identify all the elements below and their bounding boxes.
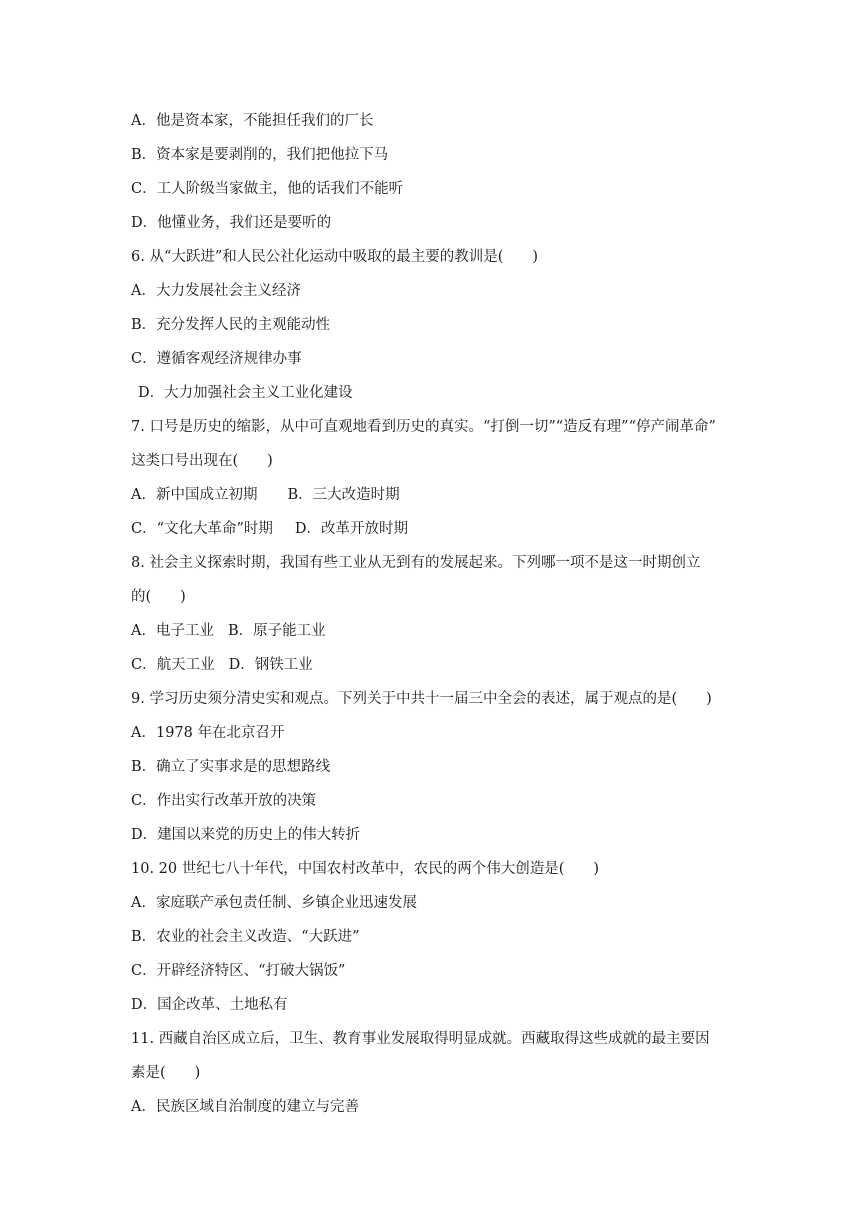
- q9-stem: 9. 学习历史须分清史实和观点。下列关于中共十一届三中全会的表述，属于观点的是( ): [131, 691, 712, 707]
- q6-option-a: A．大力发展社会主义经济: [131, 283, 301, 299]
- q8-options-row2: [131, 655, 313, 675]
- q7-stem-line1: 7. 口号是历史的缩影，从中可直观地看到历史的真实。“打倒一切”“造反有理”“停产闹革命”: [131, 419, 716, 435]
- q6-option-d: D．大力加强社会主义工业化建设: [138, 385, 353, 401]
- q7-stem-line2: 这类口号出现在( ): [131, 453, 273, 469]
- q10-option-b: B．农业的社会主义改造、“大跃进”: [131, 929, 360, 945]
- q8-option-d: D．钢铁工业: [228, 657, 313, 673]
- q6-option-c: C．遵循客观经济规律办事: [131, 351, 302, 367]
- q5-option-a: A．他是资本家，不能担任我们的厂长: [131, 113, 374, 129]
- q10-option-d: D．国企改革、土地私有: [131, 997, 288, 1013]
- q7-option-d: D．改革开放时期: [294, 521, 409, 537]
- q6-stem: 6. 从“大跃进”和人民公社化运动中吸取的最主要的教训是( ): [131, 249, 539, 265]
- q8-option-b: B．原子能工业: [227, 623, 326, 639]
- q7-option-b: B．三大改造时期: [287, 487, 400, 503]
- q9-option-c: C．作出实行改革开放的决策: [131, 793, 317, 809]
- q5-option-c: C．工人阶级当家做主，他的话我们不能听: [131, 181, 404, 197]
- q8-stem-line1: 8. 社会主义探索时期，我国有些工业从无到有的发展起来。下列哪一项不是这一时期创立: [131, 555, 701, 571]
- q7-options-row1: [131, 485, 400, 505]
- q6-option-b: B．充分发挥人民的主观能动性: [131, 317, 331, 333]
- q9-option-a: A．1978 年在北京召开: [131, 725, 285, 741]
- q5-option-b: B．资本家是要剥削的，我们把他拉下马: [131, 147, 389, 163]
- q7-options-row2: [131, 519, 408, 539]
- q7-option-c: C．“文化大革命”时期: [131, 521, 273, 537]
- q9-option-b: B．确立了实事求是的思想路线: [131, 759, 331, 775]
- q11-stem-line2: 素是( ): [131, 1065, 201, 1081]
- q10-option-c: C．开辟经济特区、“打破大锅饭”: [131, 963, 346, 979]
- q7-option-a: A．新中国成立初期: [131, 487, 258, 503]
- q5-option-d: D．他懂业务，我们还是要听的: [131, 215, 332, 231]
- q8-option-c: C．航天工业: [131, 657, 215, 673]
- q10-option-a: A．家庭联产承包责任制、乡镇企业迅速发展: [131, 895, 417, 911]
- q9-option-d: D．建国以来党的历史上的伟大转折: [131, 827, 361, 843]
- q8-options-row1: [131, 621, 326, 641]
- q8-option-a: A．电子工业: [131, 623, 214, 639]
- q8-stem-line2: 的( ): [131, 589, 186, 605]
- q10-stem: 10. 20 世纪七八十年代，中国农村改革中，农民的两个伟大创造是( ): [131, 861, 600, 877]
- q11-stem-line1: 11. 西藏自治区成立后，卫生、教育事业发展取得明显成就。西藏取得这些成就的最主要因: [131, 1031, 710, 1047]
- q11-option-a: A．民族区域自治制度的建立与完善: [131, 1099, 359, 1115]
